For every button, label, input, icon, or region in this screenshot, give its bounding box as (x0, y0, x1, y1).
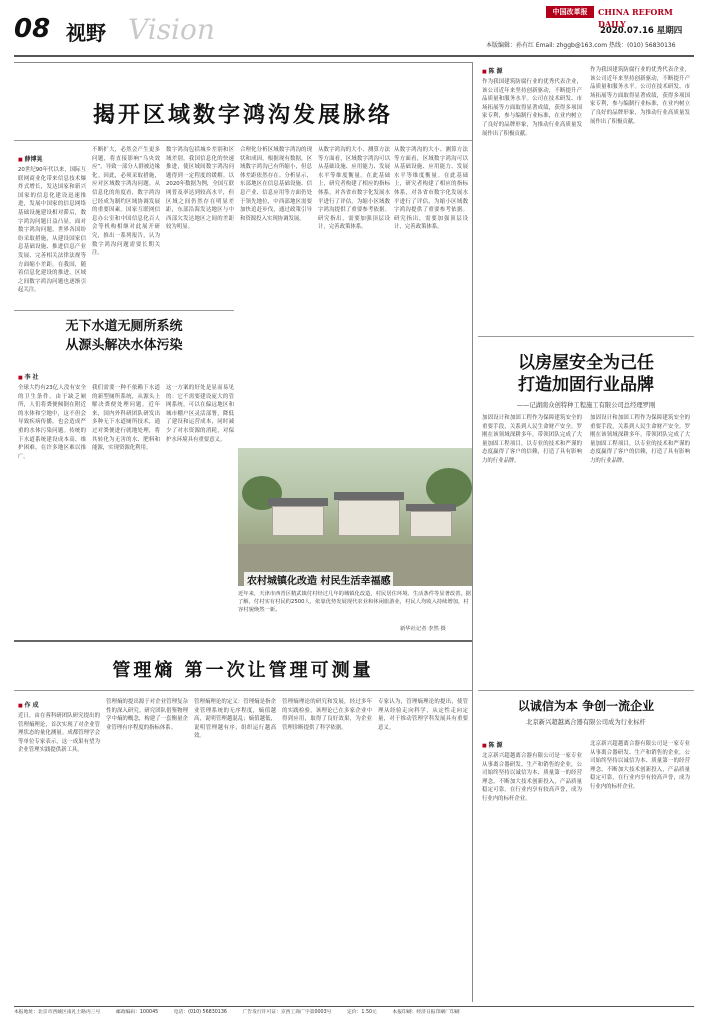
toilet-headline-2: 从源头解决水体污染 (65, 338, 183, 353)
toilet-col-2: 我们需要一种不依赖下水道的新型厕所系统，从源头上解决粪便处理问题。近年来，国内外科研团队研发出多种无下水道厕所技术，通过对粪便进行就地处理，将其转化为无害的水、肥料和能源，实现资源化利用。 (92, 385, 160, 452)
right-mid-headline-1: 以房屋安全为己任 (518, 353, 654, 373)
toilet-col-3: 这一方案的好处是显而易见的：它不需要建设庞大的管网系统，可以在偏远地区和城市棚户区灵活部署，降低了建设和运营成本，同时减少了对水资源的消耗，对保护水环境具有重要意义。 (166, 385, 234, 443)
photo-roof (406, 504, 456, 511)
divider (14, 310, 234, 311)
photo-house (410, 511, 452, 537)
main-headline: 揭开区域数字鸿沟发展脉络 (92, 102, 393, 128)
bottom-headline: 管理熵 第一次让管理可测量 (112, 660, 374, 681)
issue-date: 2020.07.16 星期四 (600, 26, 683, 36)
page-footer (14, 1006, 694, 1018)
main-col-2: 不断扩大，必然会产生更多问题，将直接影响“乌央效应”，导致一部分人群被边缘化。因此，必须采取措施，应对区域数字鸿沟问题。从信息化的角度看，数字鸿沟已经成为制约区域协调发展的重要因素。国家互联网信息办公室和中国信息化百人会等机构相继对此展开研究，推出一系列报告，认为数字鸿沟问题需要长期关注。 (92, 147, 160, 257)
bottom-col-1: 近日，由在蓉科研团队研究提出的管理熵理论，首次实现了对企业管理状态的量化测量。成都管理学会等单位专家表示，这一成果有望为企业管理实践提供新工具。 (18, 713, 100, 754)
bottom-byline: ■ 作 成 (18, 700, 39, 709)
toilet-col-1: 全球大约有23亿人没有安全的卫生条件。由于缺乏厕所，人们将粪便倾倒在附近的水体和空地中，这不但会导致疾病传播，也会造成严重的水体污染问题。传统的下水道系统建设成本高、维护困难，在许多地区难以推广。 (18, 385, 86, 460)
main-col-3: 数字鸿沟包括城乡差别和区域差别，我国信息化的快速推进，使区域间数字鸿沟问题得到一定程度的缓解。以2020年数据为例，全国互联网普及率达到较高水平，但区域之间仍然存在明显差距，东部沿海发达地区与中西部欠发达地区之间的差距较为明显。 (166, 147, 234, 231)
footer-printer: 本报印刷：经济日报印刷厂印刷 (392, 1010, 460, 1015)
page-number: 08 (14, 14, 51, 44)
header-rule (14, 55, 694, 57)
divider (14, 640, 472, 642)
divider (478, 690, 694, 691)
main-col-1: 20世纪90年代以来，国际互联网商业化带来信息技术爆炸式增长，发达国家和新兴国家的信息化建设迅速推进，发展中国家的信息网络基础设施建设相对滞后，数字鸿沟问题日益凸显。面对数字鸿沟问题，世界各国纷纷采取措施，从建设国家信息基础设施、推进信息产业发展、完善相关法律法规等方面缩小差距。在我国，随着信息化建设的推进，区域之间数字鸿沟问题也逐渐引起关注。 (18, 167, 86, 294)
right-top-col-2: 作为我国建筑防腐行业的优秀代表企业，该公司近年来坚持创新驱动，不断提升产品质量和服务水平。公司在技术研发、市场拓展等方面取得显著成绩，获得多项国家专利，参与编制行业标准，在业内树立了良好的品牌形象，为推动行业高质量发展作出了积极贡献。 (590, 67, 690, 125)
toilet-byline: ■ 李 社 (18, 372, 39, 381)
photo-house (338, 500, 400, 536)
footer-price: 定价：1.50元 (346, 1010, 377, 1015)
footer-phone: 电话：(010) 56830136 (173, 1010, 227, 1015)
photo-roof (268, 498, 328, 506)
bottom-col-2: 管理熵的提出源于对企业管理复杂性的深入研究。研究团队借鉴物理学中熵的概念，构建了一套衡量企业管理有序程度的指标体系。 (106, 699, 188, 731)
column-divider (472, 62, 473, 1002)
right-bottom-col-1: 北京新兴超越离合器有限公司是一家专业从事离合器研发、生产和销售的企业，公司始终坚持以诚信为本、质量第一的经营理念，不断加大技术创新投入，产品质量稳定可靠，在行业内享有较高声誉，成为行业内的标杆企业。 (482, 753, 582, 802)
footer-address: 本报地址：北京市西城区南礼士路丙三号 (14, 1010, 101, 1015)
photo-roof (334, 492, 404, 500)
editor-credits: 本版编辑：孙有红 Email: zhggb@163.com 热线：(010) 56830136 (486, 42, 676, 49)
bottom-col-5: 专家认为，管理熵理论的提出，使管理从经验走向科学，从定性走向定量，对于推动管理学科发展具有重要意义。 (378, 699, 468, 731)
divider (14, 62, 472, 63)
section-english-name: Vision (128, 13, 215, 46)
footer-license: 广告发行许可证：京西工商广字第0003号 (242, 1010, 332, 1015)
section-name: 视野 (66, 21, 106, 45)
right-mid-col-2: 加固设计和加固工程作为保障建筑安全的重要手段，关系到人民生命财产安全。罗刚在该领域深耕多年，带领团队完成了大量加固工程项目，以专业的技术和严谨的态度赢得了客户的信赖，打造了具有影响力的行业品牌。 (590, 415, 690, 464)
photo-source: 新华社记者 李然 摄 (400, 626, 446, 632)
right-bottom-subtitle: 北京新兴超越离合器有限公司成为行业标杆 (526, 719, 646, 726)
main-byline: ■ 薛博晃 (18, 154, 42, 163)
photo-tree (426, 468, 472, 508)
bottom-col-3: 管理熵理论的定义：管理熵是指企业管理系统的无序程度，熵值越高，说明管理越混乱；熵值越低，说明管理越有序，组织运行越高效。 (194, 699, 276, 740)
divider (478, 336, 694, 337)
right-top-col-1: 作为我国建筑防腐行业的优秀代表企业，该公司近年来坚持创新驱动，不断提升产品质量和服务水平。公司在技术研发、市场拓展等方面取得显著成绩，获得多项国家专利，参与编制行业标准，在业内树立了良好的品牌形象，为推动行业高质量发展作出了积极贡献。 (482, 79, 582, 137)
main-col-5: 从数字鸿沟的大小、测算方法等方面看，区域数字鸿沟可以从基础设施、应用能力、发展水平等维度衡量。在此基础上，研究者构建了相应的指标体系，对各省市数字化发展水平进行了评估，为缩小区域数字鸿沟提供了重要参考依据。研究指出，需要加强顶层设计，完善政策体系。 (318, 147, 390, 231)
main-col-6: 从数字鸿沟的大小、测算方法等方面看，区域数字鸿沟可以从基础设施、应用能力、发展水平等维度衡量。在此基础上，研究者构建了相应的指标体系，对各省市数字化发展水平进行了评估，为缩小区域数字鸿沟提供了重要参考依据。研究指出，需要加强顶层设计，完善政策体系。 (394, 147, 468, 231)
right-mid-headline-2: 打造加固行业品牌 (518, 375, 654, 395)
masthead (546, 6, 696, 29)
photo-caption: 近年来，天津市西青区精武镇付村经过几年的城镇化改造，村民居住环境、生活条件等显著改善。据了解，付村实有村民约2500人，依靠优势发展现代农业和休闲旅游业，村民人均收入持续增加，村容村貌焕然一新。 (238, 591, 472, 614)
photo-house (272, 506, 324, 536)
divider (14, 690, 472, 691)
divider (14, 140, 472, 141)
right-bottom-col-2: 北京新兴超越离合器有限公司是一家专业从事离合器研发、生产和销售的企业，公司始终坚持以诚信为本、质量第一的经营理念，不断加大技术创新投入，产品质量稳定可靠，在行业内享有较高声誉，成为行业内的标杆企业。 (590, 741, 690, 790)
toilet-headline-1: 无下水道无厕所系统 (65, 319, 183, 334)
right-bottom-byline: ■ 陈 源 (482, 740, 503, 749)
right-bottom-headline: 以诚信为本 争创一流企业 (517, 699, 655, 713)
main-col-4: 合理化分析区域数字鸿沟的现状和成因，根据现有数据，区域数字鸿沟已有所缩小，但总体差距依然存在。分析显示，东部地区在信息基础设施、信息产业、信息应用等方面仍处于领先地位，中西部地区需要加快追赶步伐，通过政策引导和资源投入实现协调发展。 (240, 147, 312, 222)
photo-title: 农村城镇化改造 村民生活幸福感 (244, 572, 393, 587)
paper-logo: 中国改革报 (546, 6, 594, 18)
right-mid-subtitle: ——记湖南众创特种工程施工有限公司总经理罗刚 (516, 402, 656, 409)
right-top-byline: ■ 陈 源 (482, 66, 503, 75)
news-photo (238, 448, 472, 586)
paper-english-name: CHINA REFORM DAILY (598, 7, 673, 29)
right-mid-col-1: 加固设计和加固工程作为保障建筑安全的重要手段，关系到人民生命财产安全。罗刚在该领域深耕多年，带领团队完成了大量加固工程项目，以专业的技术和严谨的态度赢得了客户的信赖，打造了具有影响力的行业品牌。 (482, 415, 582, 464)
footer-postcode: 邮政编码：100045 (115, 1010, 159, 1015)
bottom-col-4: 管理熵理论的研究和发展，经过多年的实践检验，该理论已在多家企业中得到应用，取得了良好效果，为企业管理诊断提供了科学依据。 (282, 699, 372, 731)
